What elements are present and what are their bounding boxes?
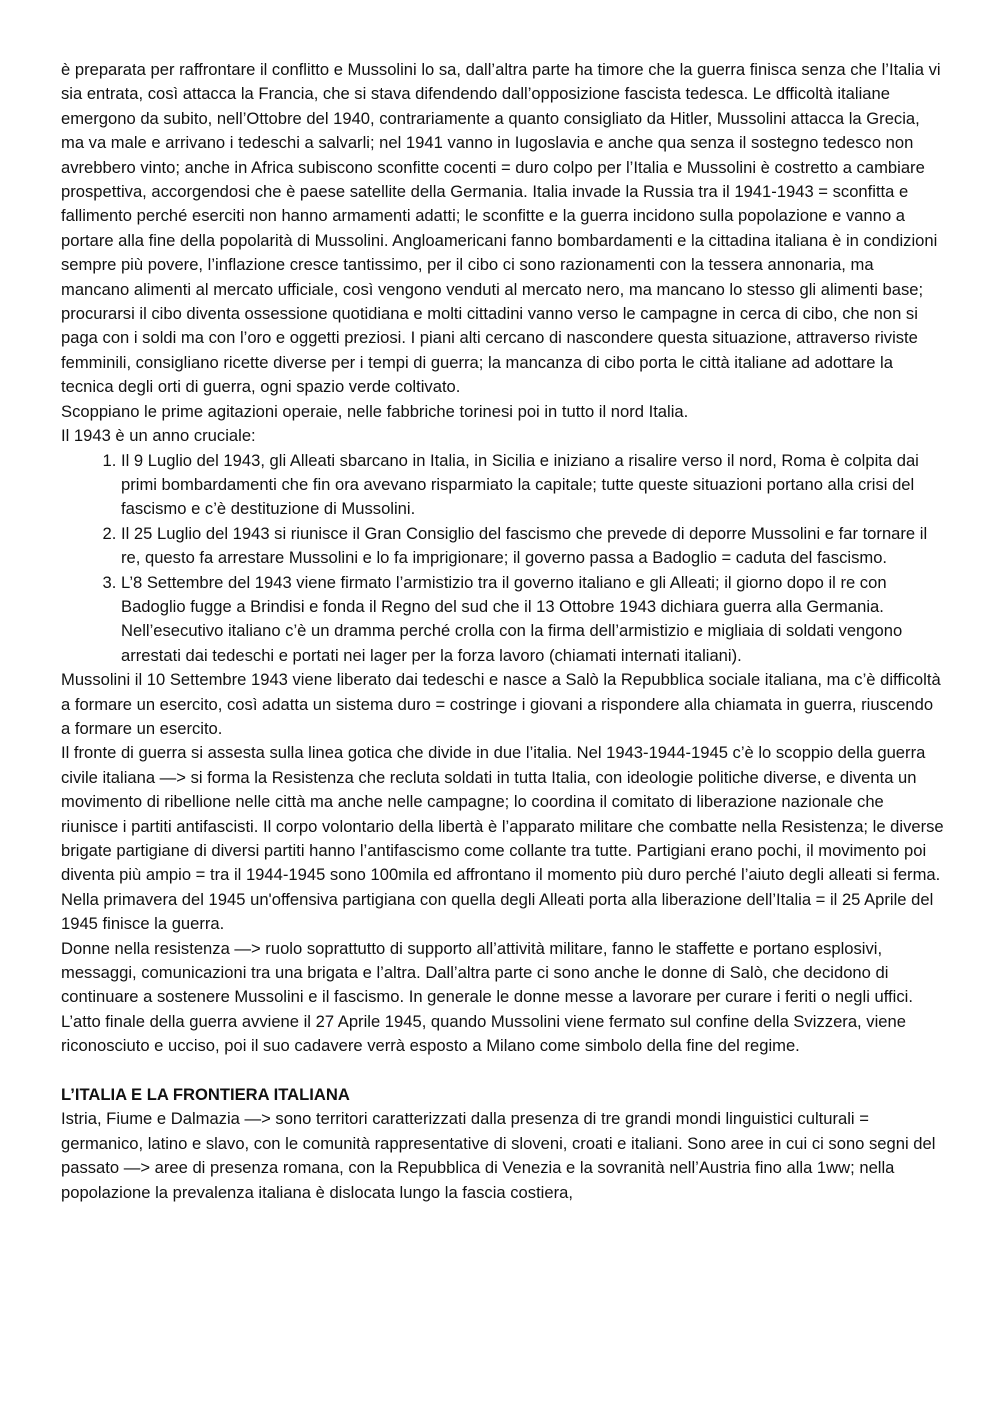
paragraph-salo-republic: Mussolini il 10 Settembre 1943 viene liberato dai tedeschi e nasce a Salò la Repubblica sociale italiana, ma c’è difficoltà a formare un esercito, così adatta un sistema duro = costringe i giovani a rispondere alla chiamata in guerra, riuscendo a formare un esercito. — [61, 670, 941, 738]
document-page — [61, 58, 945, 1205]
list-item: 3. L’8 Settembre del 1943 viene firmato l’armistizio tra il governo italiano e gli Alleati; il giorno dopo il re con Badoglio fugge a Brindisi e fonda il Regno del sud che il 13 Ottobre 1943 dichiara guerra alla Germania. Nell’esecutivo italiano c’è un dramma perché crolla con la firma dell’armistizio e migliaia di soldati vengono arrestati dai tedeschi e portati nei lager per la forza lavoro (chiamati internati italiani). — [121, 571, 945, 669]
spacer — [61, 1059, 945, 1083]
paragraph-end-of-war: L’atto finale della guerra avviene il 27 Aprile 1945, quando Mussolini viene fermato sul confine della Svizzera, viene riconosciuto e ucciso, poi il suo cadavere verrà esposto a Milano come simbolo della fine del regime. — [61, 1011, 906, 1056]
paragraph-worker-strikes: Scoppiano le prime agitazioni operaie, nelle fabbriche torinesi poi in tutto il nord Italia. — [61, 401, 689, 421]
events-1943-list — [61, 449, 945, 669]
paragraph-1943-intro: Il 1943 è un anno cruciale: — [61, 426, 256, 446]
paragraph-war-1940-1943: è preparata per raffrontare il conflitto e Mussolini lo sa, dall’altra parte ha timore che la guerra finisca senza che l’Italia vi sia entrata, così attacca la Francia, che si stava difendendo dall’opposizione fascista tedesca. Le dfficoltà italiane emergono da subito, nell’Ottobre del 1940, contrariamente a quanto consigliato da Hitler, Mussolini attacca la Grecia, ma va male e arrivano i tedeschi a salvarli; nel 1941 vanno in Iugoslavia e anche qua senza il sostegno tedesco non avrebbero vinto; anche in Africa subiscono sconfitte cocenti = duro colpo per l’Italia e Mussolini è costretto a cambiare prospettiva, accorgendosi che è paese satellite della Germania. Italia invade la Russia tra il 1941-1943 = sconfitta e fallimento perché eserciti non hanno armamenti adatti; le sconfitte e la guerra incidono sulla popolazione e vanno a portare alla fine della popolarità di Mussolini. Angloamericani fanno bombardamenti e la cittadina italiana è in condizioni sempre più povere, l’inflazione cresce tantissimo, per il cibo ci sono razionamenti con la tessera annonaria, ma mancano alimenti al mercato ufficiale, così vengono venduti al mercato nero, ma mancano lo stesso gli alimenti base; procurarsi il cibo diventa ossessione quotidiana e molti cittadini vanno verso le campagne in cerca di cibo, che non si paga con i soldi ma con l’oro e oggetti preziosi. I piani alti cercano di nascondere questa situazione, attraverso riviste femminili, consigliano ricette diverse per i tempi di guerra; la mancanza di cibo porta le città italiane ad adottare la tecnica degli orti di guerra, ogni spazio verde coltivato. — [61, 60, 941, 397]
list-item: 1. Il 9 Luglio del 1943, gli Alleati sbarcano in Italia, in Sicilia e iniziano a risalire verso il nord, Roma è colpita dai primi bombardamenti che fin ora avevano risparmiato la capitale; tutte queste situazioni portano alla crisi del fascismo e c’è destituzione di Mussolini. — [121, 449, 945, 522]
paragraph-women-resistance: Donne nella resistenza —> ruolo soprattutto di supporto all’attività militare, fanno le staffette e portano esplosivi, messaggi, comunicazioni tra una brigata e l’altra. Dall’altra parte ci sono anche le donne di Salò, che decidono di continuare a sostenere Mussolini e il fascismo. In generale le donne messe a lavorare per curare i feriti o negli uffici. — [61, 938, 913, 1007]
section-heading: L’ITALIA E LA FRONTIERA ITALIANA — [61, 1085, 350, 1105]
paragraph-resistance: Il fronte di guerra si assesta sulla linea gotica che divide in due l’italia. Nel 1943-1944-1945 c’è lo scoppio della guerra civile italiana —> si forma la Resistenza che recluta soldati in tutta Italia, con ideologie politiche diverse, e diventa un movimento di ribellione nelle città ma anche nelle campagne; lo coordina il comitato di liberazione nazionale che riunisce i partiti antifascisti. Il corpo volontario della libertà è l’apparato militare che combatte nella Resistenza; le diverse brigate partigiane di diversi partiti hanno l’antifascismo come collante tra tutte. Partigiani erano pochi, il movimento poi diventa più ampio = tra il 1944-1945 sono 100mila ed affrontano il momento più duro perché l’aiuto degli alleati si ferma. Nella primavera del 1945 un'offensiva partigiana con quella degli Alleati porta alla liberazione dell’Italia = il 25 Aprile del 1945 finisce la guerra. — [61, 743, 944, 934]
list-item: 2. Il 25 Luglio del 1943 si riunisce il Gran Consiglio del fascismo che prevede di deporre Mussolini e far tornare il re, questo fa arrestare Mussolini e lo fa imprigionare; il governo passa a Badoglio = caduta del fascismo. — [121, 522, 945, 571]
paragraph-frontier: Istria, Fiume e Dalmazia —> sono territori caratterizzati dalla presenza di tre grandi mondi linguistici culturali = germanico, latino e slavo, con le comunità rappresentative di sloveni, croati e italiani. Sono aree in cui ci sono segni del passato —> aree di presenza romana, con la Repubblica di Venezia e la sovranità nell’Austria fino alla 1ww; nella popolazione la prevalenza italiana è dislocata lungo la fascia costiera, — [61, 1109, 936, 1202]
